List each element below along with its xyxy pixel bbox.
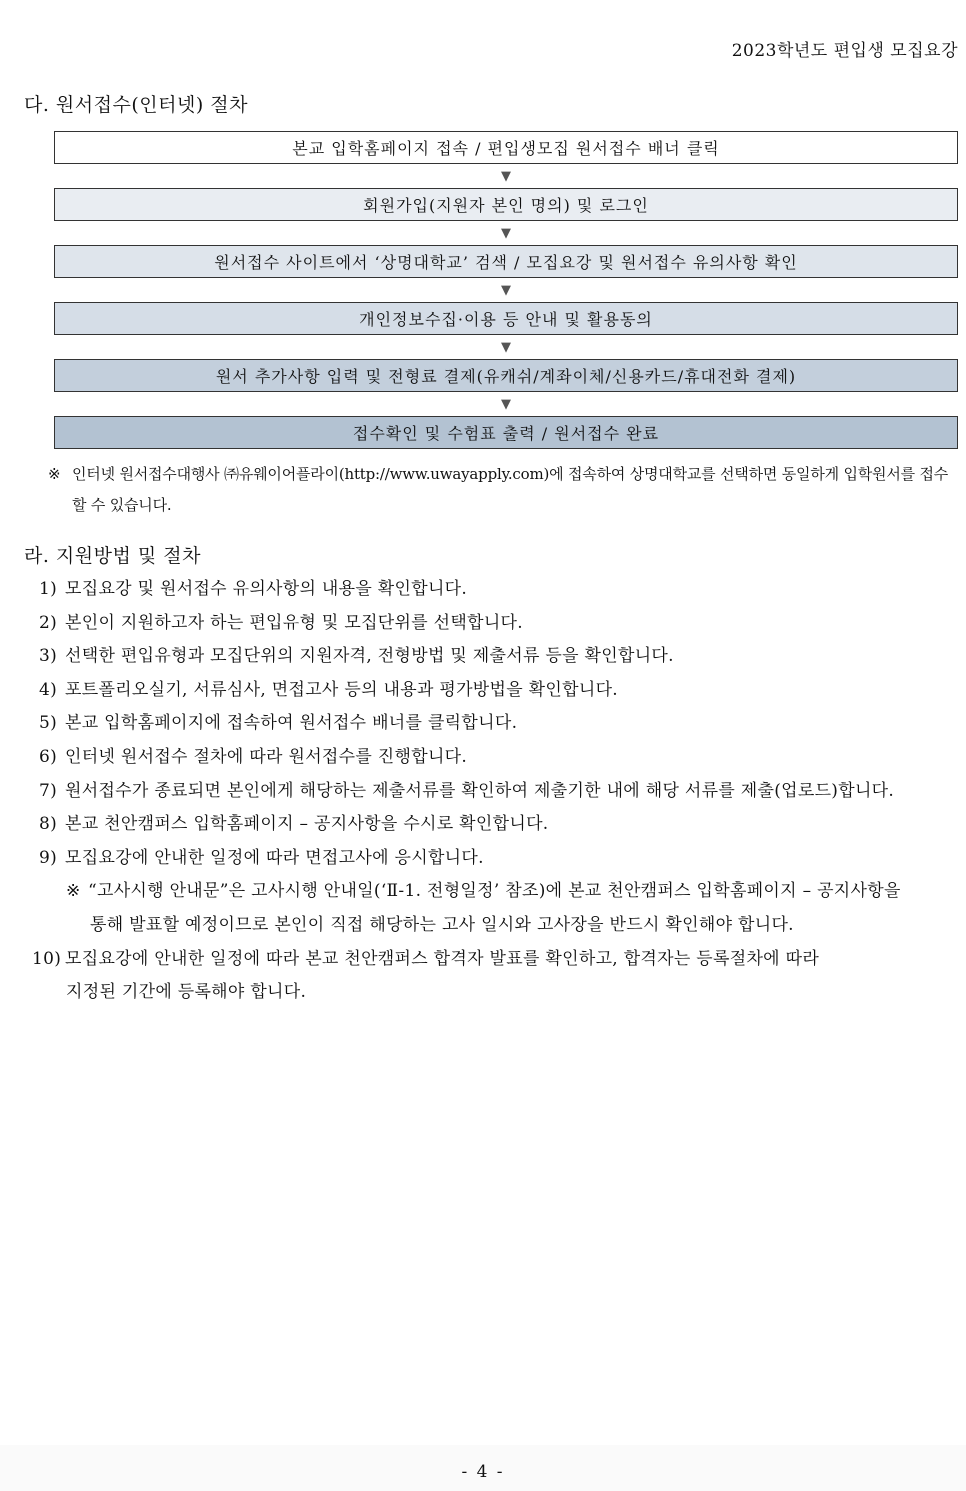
list-item-number: 6) bbox=[39, 746, 58, 767]
flow-step-2: 회원가입(지원자 본인 명의) 및 로그인 bbox=[54, 188, 958, 221]
list-item-number: 9) bbox=[39, 847, 58, 868]
down-arrow-icon: ▼ bbox=[501, 396, 511, 412]
list-item-number: 7) bbox=[39, 780, 58, 801]
flow-step-3: 원서접수 사이트에서 ‘상명대학교’ 검색 / 모집요강 및 원서접수 유의사항 확인 bbox=[54, 245, 958, 278]
list-item bbox=[0, 741, 966, 775]
note-mark: ※ bbox=[48, 465, 61, 483]
how-to-apply-list bbox=[0, 573, 966, 1010]
list-item bbox=[0, 707, 966, 741]
list-item-text: 모집요강 및 원서접수 유의사항의 내용을 확인합니다. bbox=[65, 579, 468, 599]
list-item-text: 원서접수가 종료되면 본인에게 해당하는 제출서류를 확인하여 제출기한 내에 해당 서류를 제출(업로드)합니다. bbox=[65, 780, 895, 801]
page-number: - 4 - bbox=[461, 1462, 505, 1482]
flow-step-6: 접수확인 및 수험표 출력 / 원서접수 완료 bbox=[54, 416, 958, 449]
exam-notice-continuation bbox=[0, 909, 966, 943]
flow-step-5: 원서 추가사항 입력 및 전형료 결제(유캐쉬/계좌이체/신용카드/휴대전화 결제) bbox=[54, 359, 958, 392]
list-item-text: 모집요강에 안내한 일정에 따라 본교 천안캠퍼스 합격자 발표를 확인하고, 합격자는 등록절차에 따라 bbox=[65, 948, 820, 969]
list-item-text-continued: 지정된 기간에 등록해야 합니다. bbox=[66, 982, 307, 1003]
list-item-text: 본인이 지원하고자 하는 편입유형 및 모집단위를 선택합니다. bbox=[65, 612, 523, 633]
list-item-text: 포트폴리오실기, 서류심사, 면접고사 등의 내용과 평가방법을 확인합니다. bbox=[65, 679, 618, 700]
down-arrow-icon: ▼ bbox=[501, 225, 511, 241]
document-header-title: 2023학년도 편입생 모집요강 bbox=[731, 41, 958, 61]
online-application-note bbox=[48, 459, 960, 521]
exam-notice-text-continued: 통해 발표할 예정이므로 본인이 직접 해당하는 고사 일시와 고사장을 반드시 확인해야 합니다. bbox=[90, 914, 794, 935]
list-item-number: 8) bbox=[39, 814, 58, 835]
list-item-continuation bbox=[0, 976, 966, 1010]
exam-notice-text: “고사시행 안내문”은 고사시행 안내일(‘Ⅱ-1. 전형일정’ 참조)에 본교 천안캠퍼스 입학홈페이지 – 공지사항을 bbox=[88, 881, 901, 902]
application-flowchart bbox=[54, 131, 958, 449]
down-arrow-icon: ▼ bbox=[501, 168, 511, 184]
list-item-number: 10) bbox=[32, 948, 62, 969]
section-title-how-to-apply: 라. 지원방법 및 절차 bbox=[24, 545, 201, 567]
list-item bbox=[0, 808, 966, 842]
list-item bbox=[0, 607, 966, 641]
flow-step-1: 본교 입학홈페이지 접속 / 편입생모집 원서접수 배너 클릭 bbox=[54, 131, 958, 164]
exam-notice-item bbox=[0, 875, 966, 909]
list-item-text: 모집요강에 안내한 일정에 따라 면접고사에 응시합니다. bbox=[65, 847, 484, 868]
list-item-number: 3) bbox=[39, 646, 58, 667]
list-item bbox=[0, 775, 966, 809]
list-item-text: 인터넷 원서접수 절차에 따라 원서접수를 진행합니다. bbox=[65, 746, 468, 767]
list-item-number: 2) bbox=[39, 612, 58, 633]
down-arrow-icon: ▼ bbox=[501, 339, 511, 355]
list-item bbox=[0, 640, 966, 674]
list-item-number: 4) bbox=[39, 679, 58, 700]
list-item bbox=[0, 943, 966, 977]
list-item-text: 본교 천안캠퍼스 입학홈페이지 – 공지사항을 수시로 확인합니다. bbox=[65, 814, 549, 835]
list-item bbox=[0, 573, 966, 607]
down-arrow-icon: ▼ bbox=[501, 282, 511, 298]
list-item-text: 선택한 편입유형과 모집단위의 지원자격, 전형방법 및 제출서류 등을 확인합니다. bbox=[65, 646, 674, 667]
flow-step-4: 개인정보수집·이용 등 안내 및 활용동의 bbox=[54, 302, 958, 335]
list-item bbox=[0, 674, 966, 708]
list-item-text: 본교 입학홈페이지에 접속하여 원서접수 배너를 클릭합니다. bbox=[65, 713, 518, 734]
section-title-application-procedure: 다. 원서접수(인터넷) 절차 bbox=[24, 94, 248, 116]
list-item-number: 1) bbox=[39, 579, 58, 599]
list-item-number: 5) bbox=[39, 713, 58, 734]
exam-notice-mark: ※ bbox=[66, 881, 81, 902]
list-item bbox=[0, 842, 966, 876]
note-text: 인터넷 원서접수대행사 ㈜유웨이어플라이(http://www.uwayapply.com)에 접속하여 상명대학교를 선택하면 동일하게 입학원서를 접수할 수 있습니다. bbox=[72, 465, 949, 514]
